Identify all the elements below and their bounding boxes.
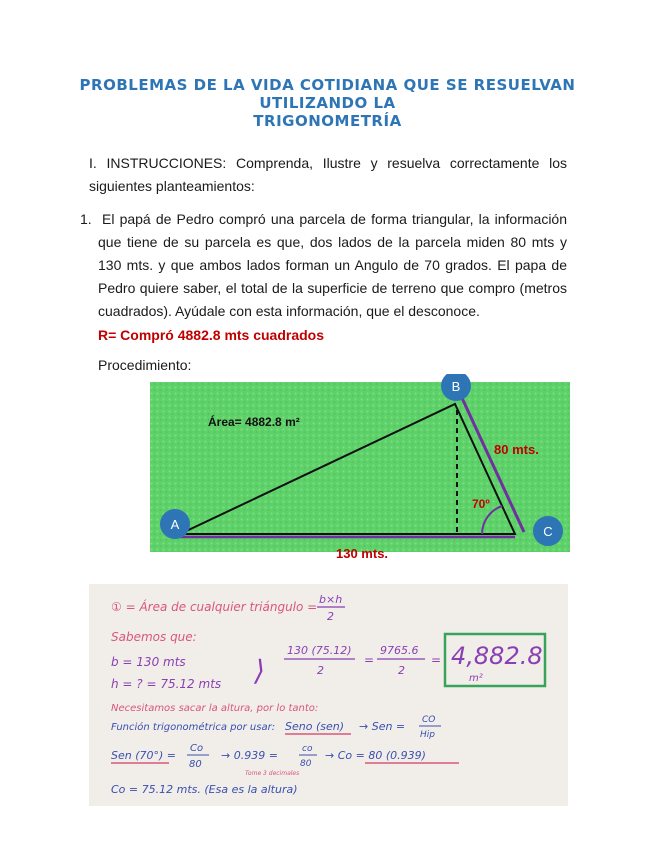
vertex-c-label: C (543, 524, 553, 539)
notes-line-2: Sabemos que: (111, 630, 197, 644)
area-label: Área= 4882.8 m² (208, 415, 300, 429)
handwritten-notes (89, 584, 568, 806)
page-title-line-2: TRIGONOMETRÍA (253, 112, 402, 130)
notes-brace: ⟩ (254, 654, 265, 687)
side-bc-label: 80 mts. (494, 442, 539, 457)
notes-line-3: b = 130 mts (111, 655, 186, 669)
notes-equals-1: = (364, 653, 375, 667)
notes-line-5: Necesitamos sacar la altura, por lo tanto: (111, 703, 319, 714)
problem-number: 1. (80, 211, 92, 227)
problem-text: El papá de Pedro compró una parcela de forma triangular, la información que tiene de su parcela es que, dos lados de la parcela miden 80 mts y 130 mts. y que ambos lados forman un Angulo de 70 grados. El papa de Pedro quiere saber, el total de la superficie de terreno que compro (metros cuadrados). Ayúdale con esta información, que el desconoce. (98, 211, 567, 319)
notes-line-7-note: Tome 3 decimales (245, 770, 300, 777)
notes-line-6c: → Sen = (359, 720, 406, 733)
angle-label: 70º (472, 497, 490, 511)
notes-line-7-frac2-den: 80 (300, 759, 312, 769)
notes-line-7b: → 0.939 = (221, 749, 278, 762)
notes-equals-2: = (431, 653, 442, 667)
notes-line-7c: → Co = 80 (0.939) (325, 749, 426, 762)
notes-line-6-frac-den: Hip (420, 730, 435, 740)
notes-line-6a: Función trigonométrica por usar: (111, 722, 276, 733)
procedure-label: Procedimiento: (98, 357, 192, 373)
triangle-diagram (150, 374, 570, 560)
notes-line-1: ① = Área de cualquier triángulo = (111, 600, 318, 614)
notes-line-6-frac-num: CO (422, 715, 436, 725)
notes-line-4: h = ? = 75.12 mts (111, 677, 222, 691)
notes-line-7a: Sen (70°) = (111, 749, 177, 762)
notes-line-1-frac-num: b×h (319, 593, 343, 606)
vertex-b-label: B (451, 379, 461, 394)
notes-result: 4,882.8 (451, 642, 543, 670)
side-ac-label: 130 mts. (336, 546, 389, 560)
answer-text: R= Compró 4882.8 mts cuadrados (98, 327, 325, 343)
notes-line-6b: Seno (sen) (285, 720, 345, 733)
notes-line-8: Co = 75.12 mts. (Esa es la altura) (111, 783, 298, 796)
notes-calc-num-2: 9765.6 (380, 644, 419, 657)
notes-calc-den-2: 2 (398, 664, 405, 677)
notes-result-unit: m² (469, 673, 483, 684)
notes-line-7-frac2-num: co (302, 744, 313, 754)
field-background (150, 382, 570, 552)
notes-line-7-frac-den: 80 (189, 759, 202, 770)
page-title-line-1: PROBLEMAS DE LA VIDA COTIDIANA QUE SE RESUELVAN UTILIZANDO LA (79, 76, 576, 112)
vertex-a-label: A (170, 517, 180, 532)
notes-calc-num-1: 130 (75.12) (287, 644, 352, 657)
instructions-text: I. INSTRUCCIONES: Comprenda, Ilustre y resuelva correctamente los siguientes planteamientos: (89, 155, 567, 194)
notes-calc-den-1: 2 (317, 664, 324, 677)
notes-line-1-frac-den: 2 (327, 610, 334, 623)
notes-line-7-frac-num: Co (190, 743, 204, 754)
